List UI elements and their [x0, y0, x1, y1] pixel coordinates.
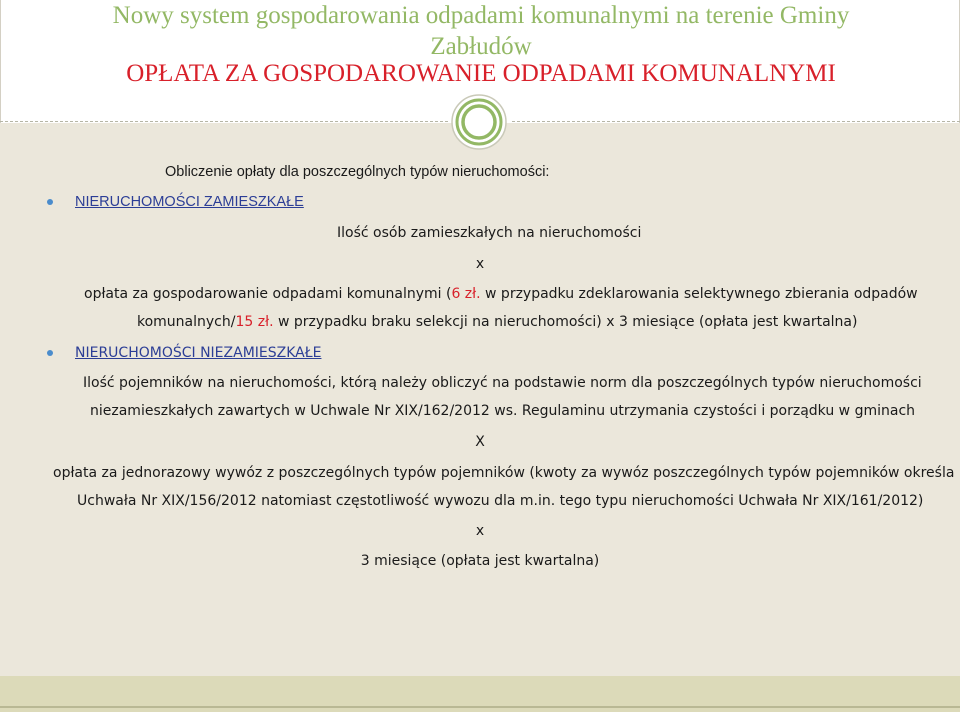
collection-fee-line-2: Uchwała Nr XIX/156/2012 natomiast częstotliwość wywozu dla m.in. tego typu nieruchomości Uchwała Nr XIX/161/2012)	[77, 493, 924, 509]
fee-line-2	[137, 313, 857, 331]
fee-line-2-suffix: w przypadku braku selekcji na nieruchomości) x 3 miesiące (opłata jest kwartalna)	[273, 314, 858, 330]
multiply-sign: x	[475, 523, 485, 539]
slide-subtitle: OPŁATA ZA GOSPODAROWANIE ODPADAMI KOMUNALNYMI	[126, 60, 836, 87]
fee-nonselective-amount: 15 zł.	[235, 314, 274, 330]
circle-emblem-icon	[450, 93, 508, 151]
section-heading-non-residential[interactable]: NIERUCHOMOŚCI NIEZAMIESZKAŁE	[75, 345, 322, 361]
multiply-sign: x	[475, 256, 485, 272]
fee-line-1-suffix: w przypadku zdeklarowania selektywnego zbierania odpadów	[480, 286, 918, 302]
slide-title	[1, 0, 960, 62]
quarterly-text: 3 miesiące (opłata jest kwartalna)	[360, 553, 600, 569]
header-divider-left	[0, 121, 448, 122]
collection-fee-line-1: opłata za jednorazowy wywóz z poszczególnych typów pojemników (kwoty za wywóz poszczególnych typów pojemników określa	[53, 465, 955, 481]
bullet-icon	[47, 350, 53, 356]
header-divider-right	[512, 121, 960, 122]
fee-line-2-prefix: komunalnych/	[137, 314, 236, 330]
bullet-icon	[47, 199, 53, 205]
residents-count-text: Ilość osób zamieszkałych na nieruchomości	[337, 225, 642, 241]
section-heading-residential[interactable]: NIERUCHOMOŚCI ZAMIESZKAŁE	[75, 194, 304, 210]
containers-line-1: Ilość pojemników na nieruchomości, którą należy obliczyć na podstawie norm dla poszczególnych typów nieruchomości	[83, 375, 922, 391]
footer-line	[0, 706, 960, 708]
multiply-sign: X	[475, 434, 485, 450]
fee-line-1-prefix: opłata za gospodarowanie odpadami komunalnymi (	[84, 286, 452, 302]
fee-line-1	[84, 285, 918, 303]
fee-selective-amount: 6 zł.	[451, 286, 481, 302]
containers-line-2: niezamieszkałych zawartych w Uchwale Nr XIX/162/2012 ws. Regulaminu utrzymania czystości i porządku w gminach	[90, 403, 916, 419]
slide-title-line1: Nowy system gospodarowania odpadami komunalnymi na terenie Gminy	[112, 2, 850, 29]
slide-title-line2: Zabłudów	[430, 33, 532, 60]
intro-text: Obliczenie opłaty dla poszczególnych typów nieruchomości:	[165, 164, 550, 180]
